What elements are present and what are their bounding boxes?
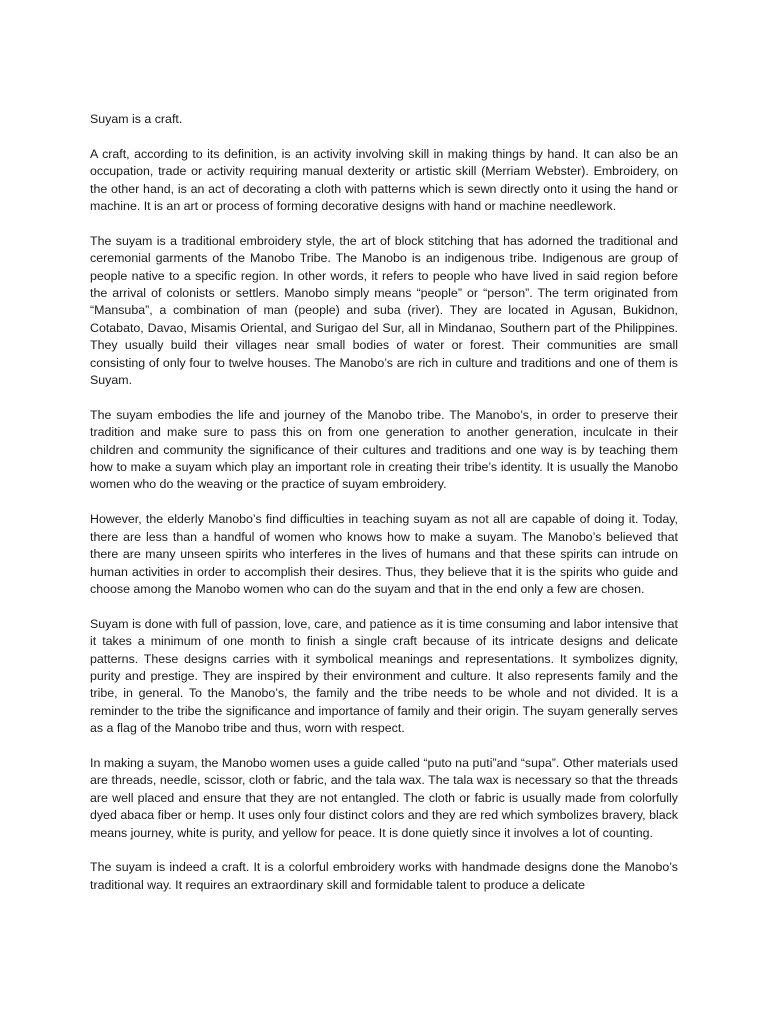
paragraph-passion-and-symbolism: Suyam is done with full of passion, love, care, and patience as it is time consuming and labor intensive that it takes a minimum of one month to finish a single craft because of its intricate designs and delicate patterns. These designs carries with it symbolical meanings and representations. It symbolizes dignity, purity and prestige. They are inspired by their environment and culture. It also represents family and the tribe, in general. To the Manobo’s, the family and the tribe needs to be whole and not divided. It is a reminder to the tribe the significance and importance of family and their origin. The suyam generally serves as a flag of the Manobo tribe and thus, worn with respect.	[90, 616, 678, 736]
paragraph-craft-definition: A craft, according to its definition, is an activity involving skill in making things by hand. It can also be an occupation, trade or activity requiring manual dexterity or artistic skill (Merriam Webster). Embroidery, on the other hand, is an act of decorating a cloth with patterns which is sewn directly onto it using the hand or machine. It is an art or process of forming decorative designs with hand or machine needlework.	[90, 146, 678, 214]
paragraph-elderly-difficulties: However, the elderly Manobo’s find difficulties in teaching suyam as not all are capable of doing it. Today, there are less than a handful of women who knows how to make a suyam. The Manobo’s believed that there are many unseen spirits who interferes in the lives of humans and that these spirits can intrude on human activities in order to accomplish their desires. Thus, they believe that it is the spirits who guide and choose among the Manobo women who can do the suyam and that in the end only a few are chosen.	[90, 512, 678, 596]
paragraph-life-and-journey: The suyam embodies the life and journey of the Manobo tribe. The Manobo’s, in order to preserve their tradition and make sure to pass this on from one generation to another generation, inculcate in their children and community the significance of their cultures and traditions and one way is by teaching them how to make a suyam which play an important role in creating their tribe’s identity. It is usually the Manobo women who do the weaving or the practice of suyam embroidery.	[90, 407, 678, 492]
document-page	[90, 111, 678, 894]
document-title: Suyam is a craft.	[90, 112, 183, 126]
paragraph-materials-and-colors: In making a suyam, the Manobo women uses a guide called “puto na puti”and “supa”. Other materials used are threads, needle, scissor, cloth or fabric, and the tala wax. The tala wax is necessary so that the threads are well placed and ensure that they are not entangled. The cloth or fabric is usually made from colorfully dyed abaca fiber or hemp. It uses only four distinct colors and they are red which symbolizes bravery, black means journey, white is purity, and yellow for peace. It is done quietly since it involves a lot of counting.	[90, 755, 678, 840]
paragraph-manobo-tribe: The suyam is a traditional embroidery style, the art of block stitching that has adorned the traditional and ceremonial garments of the Manobo Tribe. The Manobo is an indigenous tribe. Indigenous are group of people native to a specific region. In other words, it refers to people who have lived in said region before the arrival of colonists or settlers. Manobo simply means “people” or “person”. The term originated from “Mansuba”, a combination of man (people) and suba (river). They are located in Agusan, Bukidnon, Cotabato, Davao, Misamis Oriental, and Surigao del Sur, all in Mindanao, Southern part of the Philippines. They usually build their villages near small bodies of water or forest. Their communities are small consisting of only four to twelve houses. The Manobo’s are rich in culture and traditions and one of them is Suyam.	[90, 233, 678, 388]
paragraph-conclusion: The suyam is indeed a craft. It is a colorful embroidery works with handmade designs done the Manobo’s traditional way. It requires an extraordinary skill and formidable talent to produce a delicate	[90, 860, 678, 892]
